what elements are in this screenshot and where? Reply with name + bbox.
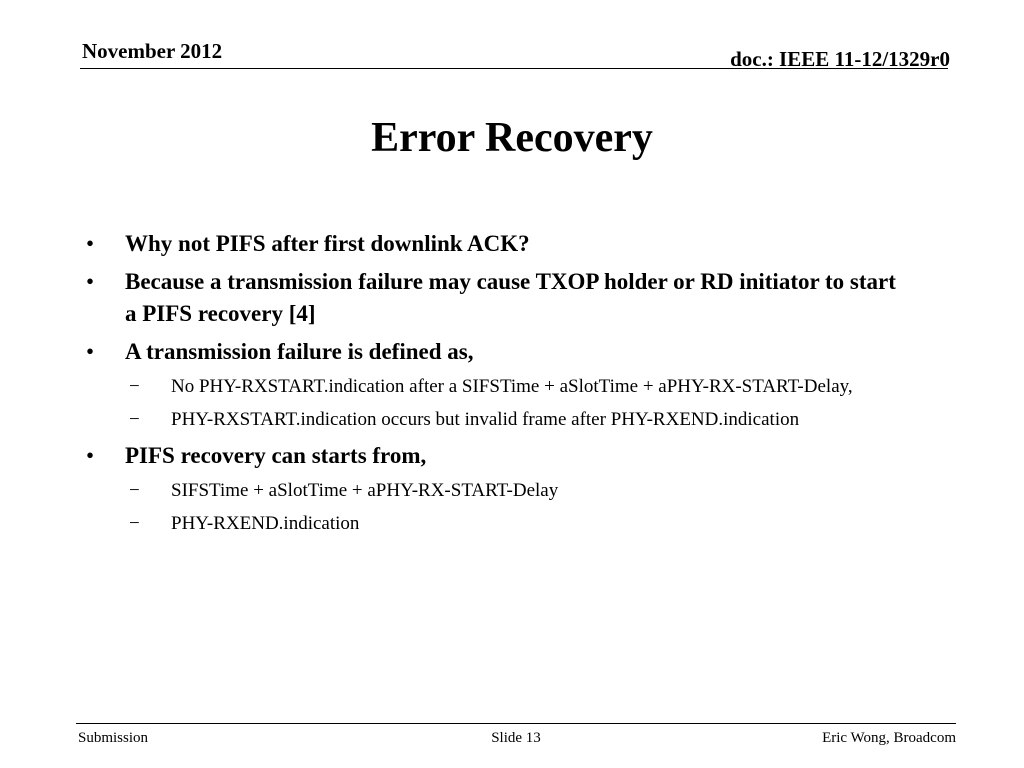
- bullet-text: A transmission failure is defined as,: [125, 339, 474, 364]
- header-date: November 2012: [82, 39, 223, 63]
- bullet-marker: •: [86, 269, 95, 294]
- bullet-item: [84, 266, 904, 330]
- sub-bullet-item: [129, 374, 904, 399]
- bullet-item: [84, 440, 904, 472]
- sub-bullet-item: [129, 407, 904, 432]
- sub-bullet-text: SIFSTime + aSlotTime + aPHY-RX-START-Delay: [171, 480, 559, 501]
- bullet-item: [84, 336, 904, 368]
- slide-title: Error Recovery: [371, 115, 653, 161]
- dash-marker: −: [129, 480, 140, 501]
- sub-bullet-item: [129, 478, 904, 503]
- footer-submission: Submission: [78, 730, 149, 746]
- dash-marker: −: [129, 376, 140, 397]
- bullet-marker: •: [86, 443, 95, 468]
- header-doc-id: doc.: IEEE 11-12/1329r0: [730, 47, 950, 71]
- footer-divider: [76, 723, 956, 724]
- bullet-item: [84, 228, 904, 260]
- dash-marker: −: [129, 409, 140, 430]
- footer-slide-number: Slide 13: [491, 730, 541, 746]
- sub-bullet-text: No PHY-RXSTART.indication after a SIFSTime + aSlotTime + aPHY-RX-START-Delay,: [171, 376, 853, 397]
- sub-bullet-text: PHY-RXSTART.indication occurs but invalid frame after PHY-RXEND.indication: [171, 409, 800, 430]
- bullet-marker: •: [86, 231, 95, 256]
- sub-bullet-item: [129, 511, 904, 536]
- bullet-text: Why not PIFS after first downlink ACK?: [125, 231, 530, 256]
- bullet-text: Because a transmission failure may cause TXOP holder or RD initiator to start a PIFS recovery [4]: [125, 269, 896, 326]
- sub-bullet-text: PHY-RXEND.indication: [171, 513, 360, 534]
- header-divider: [80, 68, 948, 69]
- bullet-marker: •: [86, 339, 95, 364]
- footer-author: Eric Wong, Broadcom: [822, 730, 956, 746]
- bullet-text: PIFS recovery can starts from,: [125, 443, 427, 468]
- slide-body: [84, 228, 904, 544]
- dash-marker: −: [129, 513, 140, 534]
